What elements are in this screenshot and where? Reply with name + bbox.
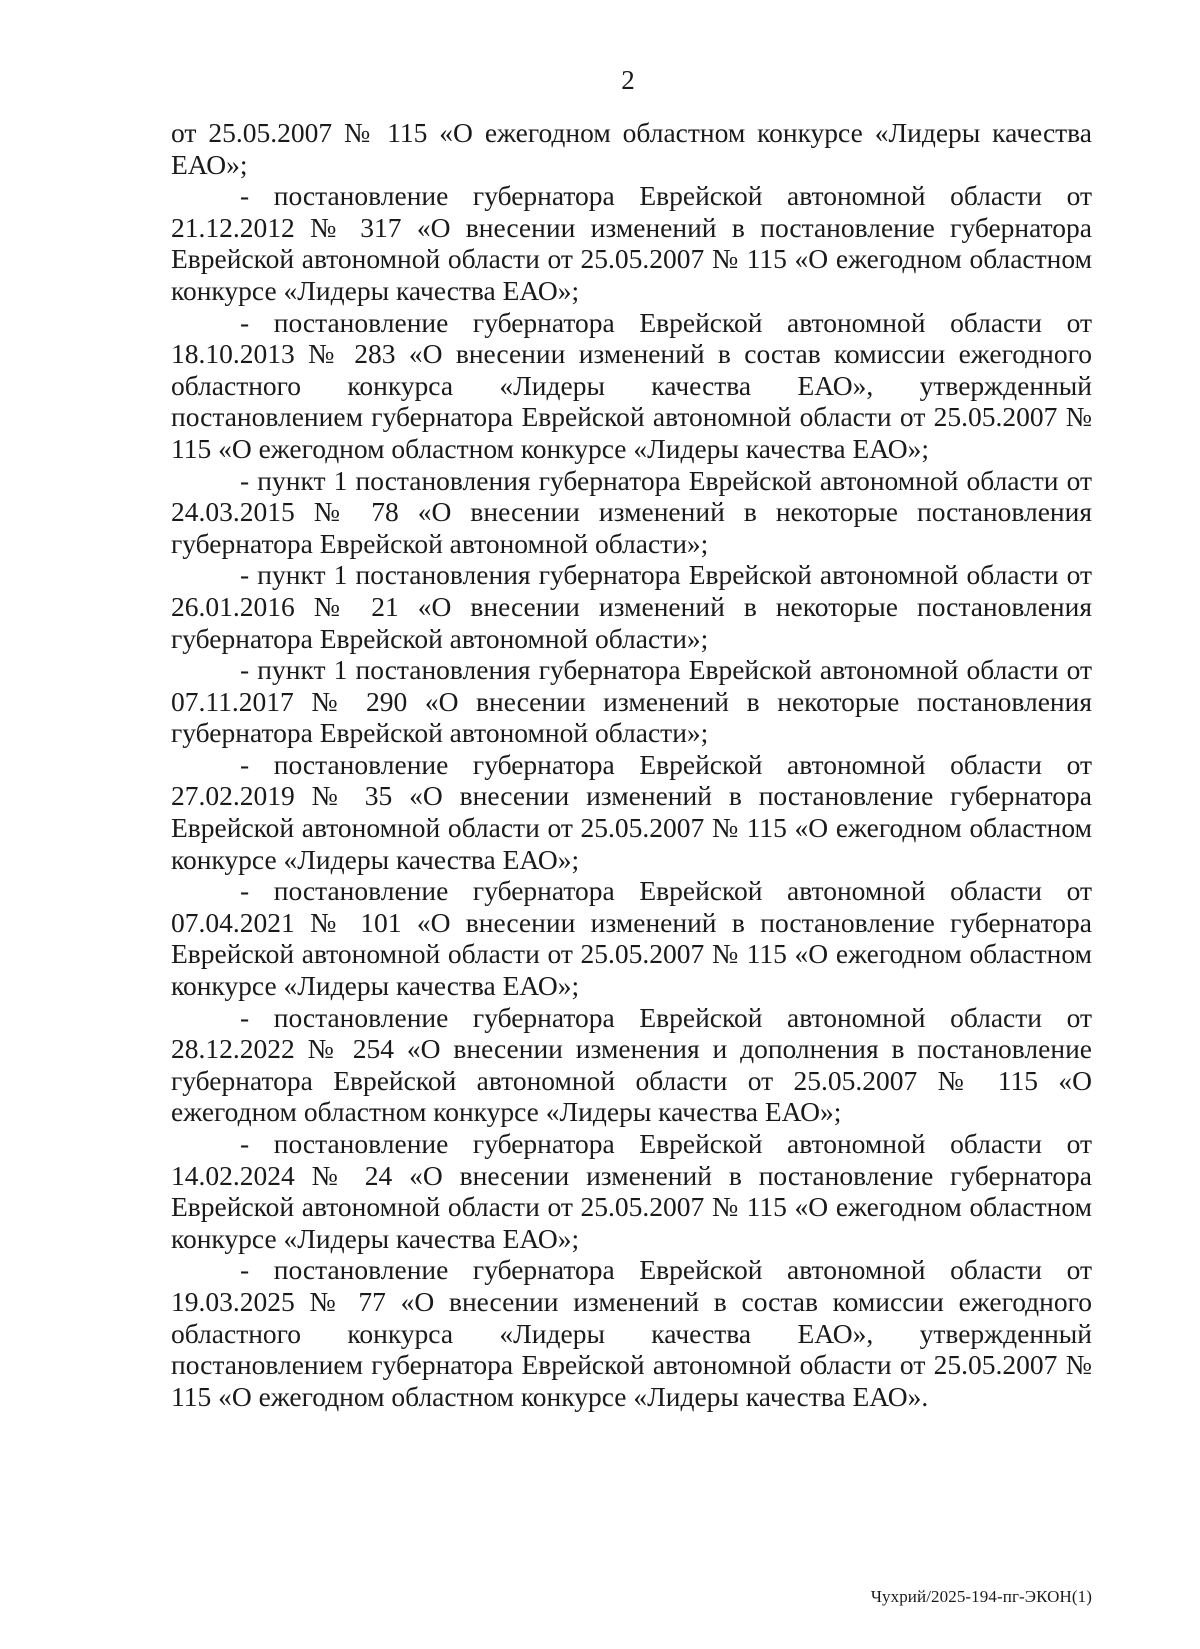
page-number: 2 xyxy=(621,65,635,95)
paragraph-continuation: от 25.05.2007 № 115 «О ежегодном областном конкурсе «Лидеры качества ЕАО»; xyxy=(171,117,1092,180)
list-item: - постановление губернатора Еврейской автономной области от 19.03.2025 № 77 «О внесении изменений в состав комиссии ежегодного областного конкурса «Лидеры качества ЕАО», утвержденный постановлением губернатора Еврейской автономной области от 25.05.2007 № 115 «О ежегодном областном конкурсе «Лидеры качества ЕАО». xyxy=(171,1254,1092,1412)
list-item: - пункт 1 постановления губернатора Еврейской автономной области от 24.03.2015 № 78 «О внесении изменений в некоторые постановления губернатора Еврейской автономной области»; xyxy=(171,464,1092,559)
list-item: - постановление губернатора Еврейской автономной области от 27.02.2019 № 35 «О внесении изменений в постановление губернатора Еврейской автономной области от 25.05.2007 № 115 «О ежегодном областном конкурсе «Лидеры качества ЕАО»; xyxy=(171,748,1092,875)
list-item: - пункт 1 постановления губернатора Еврейской автономной области от 26.01.2016 № 21 «О внесении изменений в некоторые постановления губернатора Еврейской автономной области»; xyxy=(171,559,1092,654)
list-item: - постановление губернатора Еврейской автономной области от 07.04.2021 № 101 «О внесении изменений в постановление губернатора Еврейской автономной области от 25.05.2007 № 115 «О ежегодном областном конкурсе «Лидеры качества ЕАО»; xyxy=(171,875,1092,1002)
list-item: - постановление губернатора Еврейской автономной области от 14.02.2024 № 24 «О внесении изменений в постановление губернатора Еврейской автономной области от 25.05.2007 № 115 «О ежегодном областном конкурсе «Лидеры качества ЕАО»; xyxy=(171,1128,1092,1254)
document-body xyxy=(171,117,1092,1412)
list-item: - постановление губернатора Еврейской автономной области от 18.10.2013 № 283 «О внесении изменений в состав комиссии ежегодного областного конкурса «Лидеры качества ЕАО», утвержденный постановлением губернатора Еврейской автономной области от 25.05.2007 № 115 «О ежегодном областном конкурсе «Лидеры качества ЕАО»; xyxy=(171,306,1092,464)
list-item: - пункт 1 постановления губернатора Еврейской автономной области от 07.11.2017 № 290 «О внесении изменений в некоторые постановления губернатора Еврейской автономной области»; xyxy=(171,654,1092,749)
list-item: - постановление губернатора Еврейской автономной области от 21.12.2012 № 317 «О внесении изменений в постановление губернатора Еврейской автономной области от 25.05.2007 № 115 «О ежегодном областном конкурсе «Лидеры качества ЕАО»; xyxy=(171,180,1092,306)
document-code: Чухрий/2025-194-пг-ЭКОН(1) xyxy=(870,1587,1092,1606)
list-item: - постановление губернатора Еврейской автономной области от 28.12.2022 № 254 «О внесении изменения и дополнения в постановление губернатора Еврейской автономной области от 25.05.2007 № 115 «О ежегодном областном конкурсе «Лидеры качества ЕАО»; xyxy=(171,1001,1092,1128)
